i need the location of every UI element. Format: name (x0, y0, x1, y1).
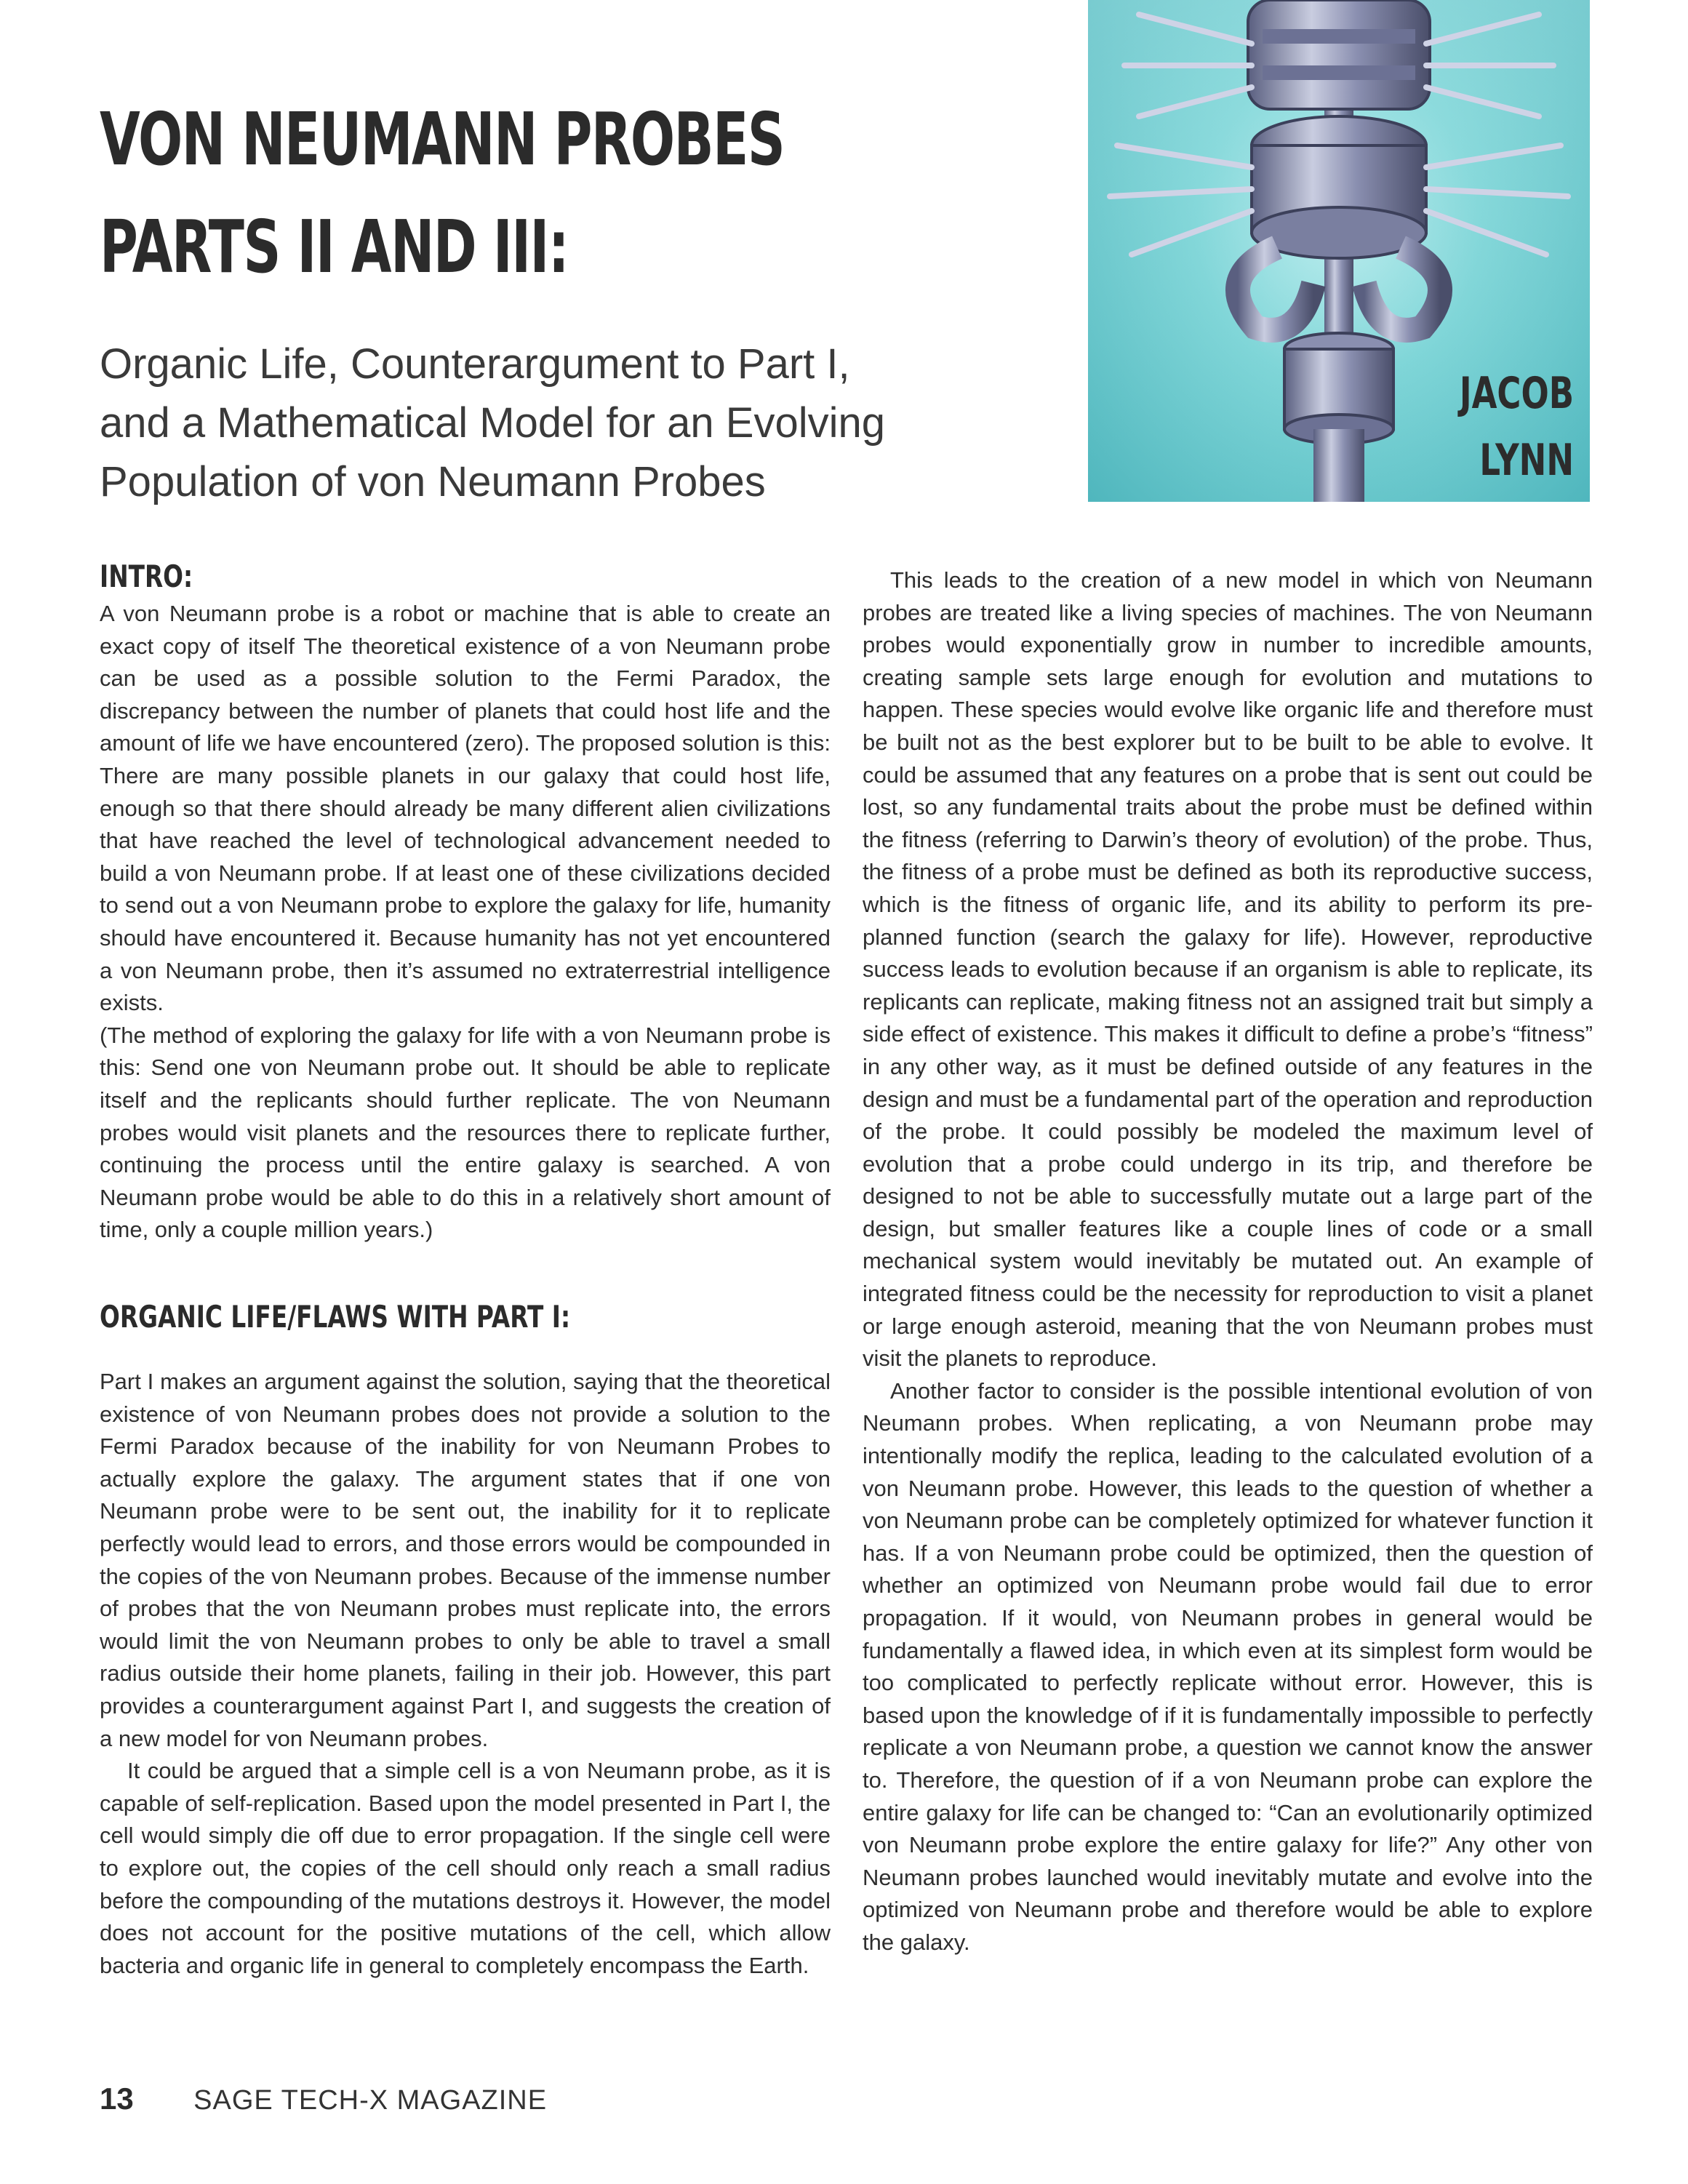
title-line: PARTS II AND III: (100, 204, 569, 289)
page-number: 13 (100, 2081, 134, 2116)
article-subtitle (100, 335, 1045, 511)
magazine-name: SAGE TECH-X MAGAZINE (193, 2085, 548, 2116)
subtitle-line: Population of von Neumann Probes (100, 458, 766, 505)
paragraph: Another factor to consider is the possible intentional evolution of von Neumann probes. When replicating, a von Neumann probe may intentionally modify the replica, leading to the calculated evolution of a von Neumann probe. However, this leads to the question of whether a von Neumann probe can be completely optimized for whatever function it has. If a von Neumann probe could be optimized, then the question of whether an optimized von Neumann probe would fail due to error propagation. If it would, von Neumann probes in general would be fundamentally a flawed idea, in which even at its simplest form would be too complicated to perfectly replicate without error. However, this is based upon the knowledge of if it is fundamentally impossible to perfectly replicate a von Neumann probe, a question we cannot know the answer to. Therefore, the question of if a von Neumann probe can explore the entire galaxy for life can be changed to: “Can an evolutionarily optimized von Neumann probe explore the entire galaxy for life?” Any other von Neumann probes launched would inevitably mutate and evolve into the optimized von Neumann probe and therefore would be able to explore the galaxy. (863, 1377, 1593, 1955)
article-title (100, 86, 785, 301)
paragraph: (The method of exploring the galaxy for life with a von Neumann probe is this: Send one von Neumann probe out. It should be able to replicate itself and the replicants should further replicate. The von Neumann probes would visit planets and the resources there to replicate further, continuing the process until the entire galaxy is searched. A von Neumann probe would be able to do this in a relatively short amount of time, only a couple million years.) (100, 1022, 831, 1243)
paragraph: This leads to the creation of a new model in which von Neumann probes are treated like a living species of machines. The von Neumann probes would exponentially grow in number to incredible amounts, creating sample sets large enough for evolution and mutations to happen. These species would evolve like organic life and therefore must be built not as the best explorer but to be built to be able to evolve. It could be assumed that any features on a probe that is sent out could be lost, so any fundamental traits about the probe must be defined within the fitness (referring to Darwin’s theory of evolution) of the probe. Thus, the fitness of a probe must be defined as both its reproductive success, which is the fitness of organic life, and its ability to perform its pre-planned function (search the galaxy for life). However, reproductive success leads to evolution because if an organism is able to replicate, its replicants can replicate, making fitness not an assigned trait but simply a side effect of existence. This makes it difficult to define a probe’s “fitness” in any other way, as it must be defined outside of any features in the design and must be a fundamental part of the operation and reproduction of the probe. It could possibly be modeled the maximum level of evolution that a probe could undergo in its trip, and therefore be designed to not be able to successfully mutate out a large part of the design, but smaller features like a couple lines of code or a small mechanical system would inevitably be mutated out. An example of integrated fitness could be the necessity for reproduction to visit a planet or large enough asteroid, meaning that the von Neumann probes must visit the planets to reproduce. (863, 567, 1593, 1372)
paragraph: It could be argued that a simple cell is a von Neumann probe, as it is capable of self-replication. Based upon the model presented in Part I, the cell would simply die off due to error propagation. If the single cell were to explore out, the copies of the cell should only reach a small radius before the compounding of the mutations destroys it. However, the model does not account for the positive mutations of the cell, which allow bacteria and organic life in general to completely encompass the Earth. (100, 1758, 831, 1978)
page-footer (100, 2081, 547, 2125)
subtitle-line: and a Mathematical Model for an Evolving (100, 399, 886, 447)
subtitle-line: Organic Life, Counterargument to Part I, (100, 340, 850, 388)
right-column-text (863, 564, 1593, 1959)
title-line: VON NEUMANN PROBES (100, 97, 785, 182)
paragraph: Part I makes an argument against the solution, saying that the theoretical existence of von Neumann probes does not provide a solution to the Fermi Paradox because of the inability for von Neumann Probes to actually explore the galaxy. The argument states that if one von Neumann probe were to be sent out, the inability for it to replicate perfectly would lead to errors, and those errors would be compounded in the copies of the von Neumann probes. Because of the immense number of probes that the von Neumann probes must replicate into, the errors would limit the von Neumann probes to only be able to travel a small radius outside their home planets, failing in their job. However, this part provides a counterargument against Part I, and suggests the creation of a new model for von Neumann probes. (100, 1369, 831, 1751)
organic-life-text (100, 1366, 831, 1982)
paragraph: A von Neumann probe is a robot or machine that is able to create an exact copy of itself The theoretical existence of a von Neumann probe can be used as a possible solution to the Fermi Paradox, the discrepancy between the number of planets that could host life and the amount of life we have encountered (zero). The proposed solution is this: There are many possible planets in our galaxy that could host life, enough so that there should already be many different alien civilizations that have reached the level of technological advancement needed to build a von Neumann probe. If at least one of these civilizations decided to send out a von Neumann probe to explore the galaxy for life, humanity should have encountered it. Because humanity has not yet encountered a von Neumann probe, then it’s assumed no extraterrestrial intelligence exists. (100, 601, 831, 1016)
section-heading-intro: INTRO: (100, 559, 193, 594)
author-name: JACOB (1459, 368, 1574, 419)
author-name: LYNN (1479, 435, 1574, 486)
hero-image (1088, 0, 1590, 502)
intro-text (100, 598, 831, 1247)
space-probe-illustration-icon (1088, 0, 1590, 502)
section-heading-organic-life: ORGANIC LIFE/FLAWS WITH PART I: (100, 1299, 571, 1335)
